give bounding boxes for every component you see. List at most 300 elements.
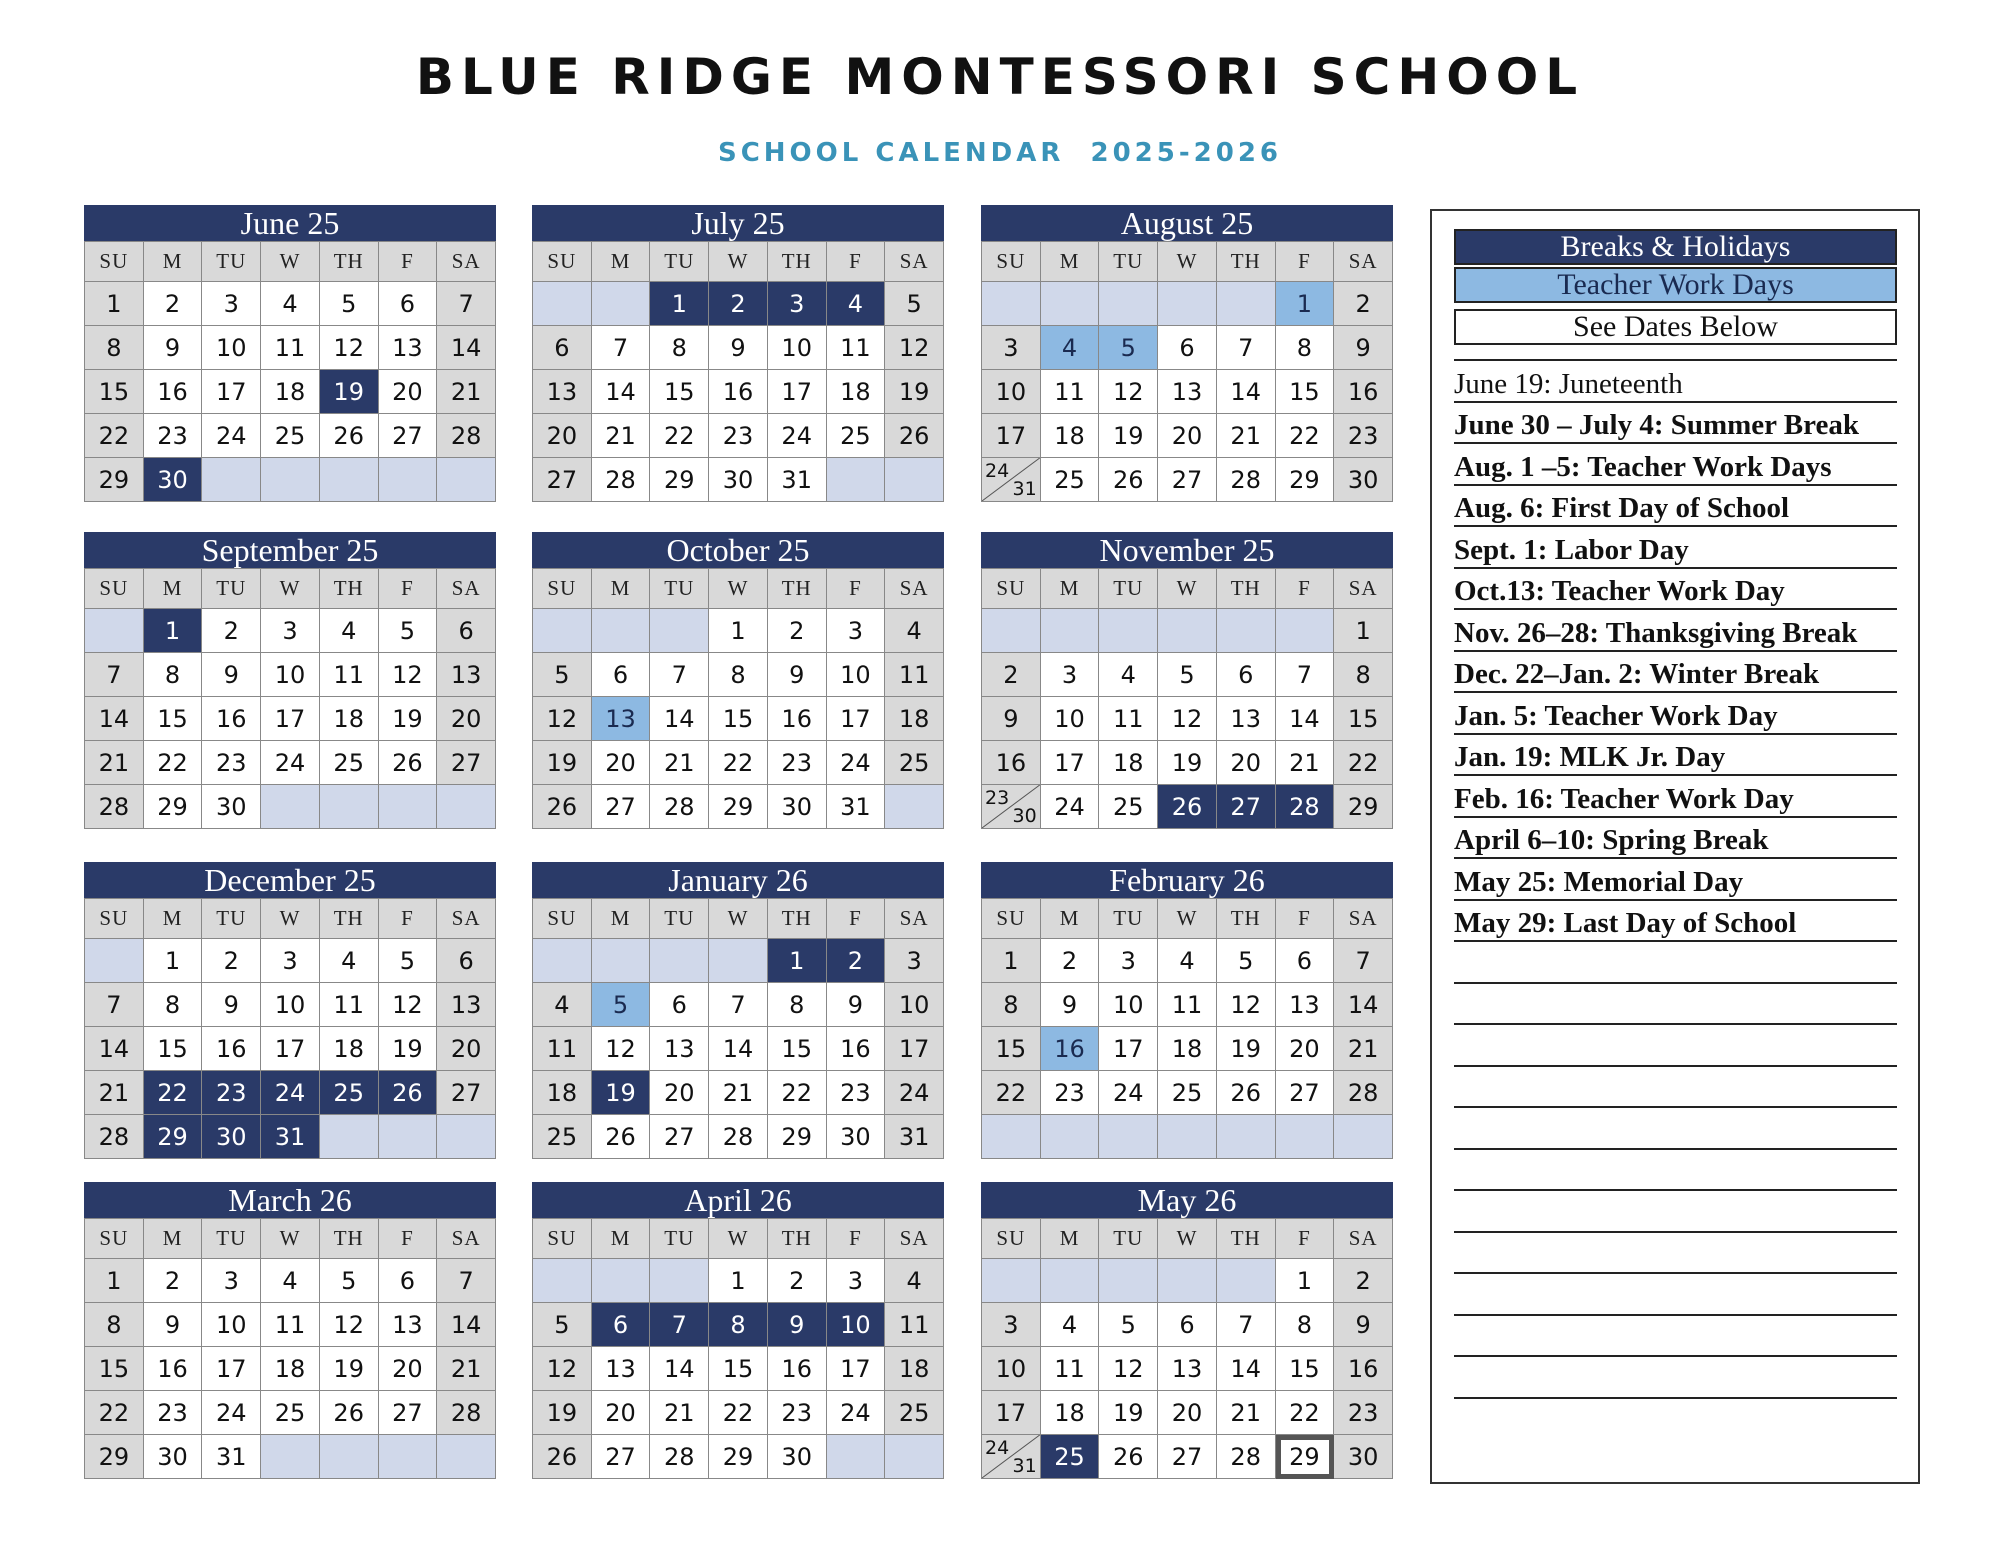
month-day-grid — [532, 241, 944, 502]
day-cell: 11 — [320, 983, 379, 1027]
empty-day-cell — [1158, 1115, 1217, 1159]
legend-blank-line — [1454, 1316, 1897, 1357]
day-cell: 28 — [437, 1391, 496, 1435]
day-cell: 30 — [827, 1115, 886, 1159]
day-cell: 7 — [650, 1303, 709, 1347]
day-cell: 28 — [650, 1435, 709, 1479]
weekday-header: TH — [768, 242, 827, 282]
empty-day-cell — [982, 609, 1041, 653]
day-cell: 17 — [982, 1391, 1041, 1435]
weekday-header: SA — [437, 899, 496, 939]
day-cell: 12 — [320, 326, 379, 370]
day-cell: 20 — [592, 1391, 651, 1435]
day-cell: 19 — [379, 1027, 438, 1071]
day-cell: 12 — [592, 1027, 651, 1071]
weekday-header: W — [709, 569, 768, 609]
day-cell: 3 — [261, 939, 320, 983]
empty-day-cell — [709, 939, 768, 983]
day-cell: 16 — [768, 697, 827, 741]
day-cell: 14 — [650, 697, 709, 741]
day-cell: 27 — [437, 741, 496, 785]
weekday-header: SA — [1334, 242, 1393, 282]
day-cell: 10 — [202, 326, 261, 370]
day-cell: 17 — [1099, 1027, 1158, 1071]
day-cell: 2 — [144, 1259, 203, 1303]
day-cell: 4 — [1041, 1303, 1100, 1347]
day-cell: 10 — [261, 983, 320, 1027]
day-cell: 22 — [144, 1071, 203, 1115]
month-title: April 26 — [532, 1182, 944, 1218]
weekday-header: TU — [1099, 242, 1158, 282]
empty-day-cell — [379, 1435, 438, 1479]
day-cell: 11 — [320, 653, 379, 697]
day-cell: 26 — [533, 785, 592, 829]
weekday-header: F — [379, 1219, 438, 1259]
day-cell: 22 — [709, 1391, 768, 1435]
weekday-header: SU — [533, 569, 592, 609]
day-cell: 23 — [202, 741, 261, 785]
day-cell: 2 — [1334, 1259, 1393, 1303]
empty-day-cell — [202, 458, 261, 502]
weekday-header: SU — [533, 1219, 592, 1259]
empty-day-cell — [982, 282, 1041, 326]
weekday-header: M — [1041, 899, 1100, 939]
day-cell: 25 — [827, 414, 886, 458]
day-cell: 20 — [592, 741, 651, 785]
day-cell: 24 — [261, 1071, 320, 1115]
weekday-header: W — [709, 1219, 768, 1259]
day-cell: 16 — [144, 370, 203, 414]
split-day-first: 24 — [985, 460, 1010, 482]
empty-day-cell — [1276, 1115, 1335, 1159]
month-calendar — [532, 532, 944, 829]
month-title: November 25 — [981, 532, 1393, 568]
day-cell: 18 — [1041, 1391, 1100, 1435]
day-cell: 7 — [1276, 653, 1335, 697]
day-cell: 8 — [982, 983, 1041, 1027]
day-cell: 23 — [709, 414, 768, 458]
empty-day-cell — [1217, 609, 1276, 653]
day-cell: 10 — [982, 370, 1041, 414]
legend-panel — [1430, 209, 1920, 1484]
day-cell: 26 — [1217, 1071, 1276, 1115]
weekday-header: SA — [1334, 899, 1393, 939]
day-cell: 8 — [144, 983, 203, 1027]
day-cell: 24 — [202, 1391, 261, 1435]
day-cell: 2 — [768, 609, 827, 653]
day-cell: 7 — [709, 983, 768, 1027]
weekday-header: M — [144, 569, 203, 609]
day-cell: 2 — [144, 282, 203, 326]
weekday-header: SA — [437, 1219, 496, 1259]
weekday-header: F — [1276, 899, 1335, 939]
day-cell: 12 — [1099, 1347, 1158, 1391]
day-cell: 15 — [709, 697, 768, 741]
empty-day-cell — [261, 1435, 320, 1479]
weekday-header: SU — [982, 569, 1041, 609]
day-cell: 13 — [650, 1027, 709, 1071]
split-day-second: 30 — [1012, 805, 1037, 827]
day-cell: 16 — [202, 697, 261, 741]
day-cell: 27 — [1217, 785, 1276, 829]
legend-event: Sept. 1: Labor Day — [1454, 528, 1897, 569]
day-cell: 21 — [1276, 741, 1335, 785]
day-cell: 5 — [1217, 939, 1276, 983]
day-cell: 4 — [320, 609, 379, 653]
day-cell: 28 — [437, 414, 496, 458]
weekday-header: M — [592, 899, 651, 939]
weekday-header: W — [709, 242, 768, 282]
day-cell: 19 — [320, 1347, 379, 1391]
day-cell: 22 — [768, 1071, 827, 1115]
empty-day-cell — [533, 609, 592, 653]
weekday-header: TH — [320, 569, 379, 609]
day-cell: 14 — [650, 1347, 709, 1391]
day-cell: 14 — [437, 1303, 496, 1347]
day-cell: 27 — [650, 1115, 709, 1159]
day-cell: 1 — [709, 609, 768, 653]
empty-day-cell — [885, 1435, 944, 1479]
month-day-grid — [84, 568, 496, 829]
day-cell: 4 — [885, 609, 944, 653]
weekday-header: SA — [885, 569, 944, 609]
day-cell: 30 — [144, 458, 203, 502]
day-cell: 22 — [650, 414, 709, 458]
day-cell: 1 — [982, 939, 1041, 983]
weekday-header: TH — [1217, 569, 1276, 609]
day-cell: 1 — [85, 1259, 144, 1303]
empty-day-cell — [982, 1115, 1041, 1159]
day-cell: 15 — [650, 370, 709, 414]
weekday-header: TH — [320, 1219, 379, 1259]
weekday-header: F — [1276, 569, 1335, 609]
day-cell: 14 — [709, 1027, 768, 1071]
day-cell: 3 — [1099, 939, 1158, 983]
day-cell: 7 — [592, 326, 651, 370]
weekday-header: W — [261, 569, 320, 609]
day-cell: 31 — [827, 785, 886, 829]
day-cell: 23 — [827, 1071, 886, 1115]
day-cell: 6 — [379, 1259, 438, 1303]
day-cell: 21 — [1217, 1391, 1276, 1435]
day-cell: 5 — [885, 282, 944, 326]
day-cell: 13 — [379, 1303, 438, 1347]
day-cell: 17 — [202, 1347, 261, 1391]
weekday-header: W — [709, 899, 768, 939]
day-cell: 23 — [202, 1071, 261, 1115]
day-cell: 24 — [768, 414, 827, 458]
day-cell: 20 — [437, 1027, 496, 1071]
day-cell: 4 — [320, 939, 379, 983]
day-cell: 21 — [85, 741, 144, 785]
day-cell: 25 — [1099, 785, 1158, 829]
empty-day-cell — [261, 785, 320, 829]
day-cell: 3 — [261, 609, 320, 653]
weekday-header: SA — [1334, 1219, 1393, 1259]
day-cell: 22 — [144, 741, 203, 785]
day-cell: 18 — [827, 370, 886, 414]
split-day-first: 23 — [985, 787, 1010, 809]
empty-day-cell — [650, 609, 709, 653]
day-cell: 11 — [885, 653, 944, 697]
weekday-header: TU — [650, 899, 709, 939]
day-cell: 21 — [650, 1391, 709, 1435]
day-cell: 27 — [437, 1071, 496, 1115]
day-cell: 15 — [709, 1347, 768, 1391]
day-cell: 6 — [650, 983, 709, 1027]
legend-event: April 6–10: Spring Break — [1454, 818, 1897, 859]
empty-day-cell — [1158, 609, 1217, 653]
month-day-grid — [84, 1218, 496, 1479]
day-cell: 4 — [1041, 326, 1100, 370]
legend-blank-line — [1454, 1275, 1897, 1316]
day-cell: 9 — [709, 326, 768, 370]
day-cell: 13 — [1158, 1347, 1217, 1391]
month-calendar — [981, 205, 1393, 502]
empty-day-cell — [592, 282, 651, 326]
weekday-header: M — [144, 1219, 203, 1259]
split-day-cell — [982, 785, 1041, 829]
day-cell: 14 — [1334, 983, 1393, 1027]
empty-day-cell — [650, 939, 709, 983]
day-cell: 31 — [885, 1115, 944, 1159]
weekday-header: TH — [320, 242, 379, 282]
day-cell: 22 — [1276, 414, 1335, 458]
day-cell: 19 — [1099, 1391, 1158, 1435]
empty-day-cell — [592, 939, 651, 983]
day-cell: 5 — [1158, 653, 1217, 697]
empty-day-cell — [1276, 609, 1335, 653]
day-cell: 24 — [885, 1071, 944, 1115]
weekday-header: SU — [982, 242, 1041, 282]
day-cell: 14 — [437, 326, 496, 370]
day-cell: 12 — [533, 1347, 592, 1391]
day-cell: 6 — [533, 326, 592, 370]
weekday-header: TH — [320, 899, 379, 939]
weekday-header: F — [1276, 1219, 1335, 1259]
day-cell: 29 — [85, 458, 144, 502]
day-cell: 15 — [144, 697, 203, 741]
month-calendar — [981, 532, 1393, 829]
day-cell: 18 — [885, 697, 944, 741]
day-cell: 7 — [1217, 326, 1276, 370]
empty-day-cell — [437, 1435, 496, 1479]
day-cell: 12 — [320, 1303, 379, 1347]
day-cell: 5 — [379, 939, 438, 983]
day-cell: 22 — [1276, 1391, 1335, 1435]
day-cell: 6 — [1217, 653, 1276, 697]
day-cell: 21 — [650, 741, 709, 785]
day-cell: 22 — [85, 1391, 144, 1435]
weekday-header: SU — [982, 899, 1041, 939]
day-cell: 13 — [1276, 983, 1335, 1027]
day-cell: 3 — [827, 1259, 886, 1303]
day-cell: 27 — [592, 1435, 651, 1479]
weekday-header: W — [1158, 569, 1217, 609]
day-cell: 26 — [1099, 458, 1158, 502]
day-cell: 26 — [379, 741, 438, 785]
day-cell: 3 — [768, 282, 827, 326]
day-cell: 25 — [533, 1115, 592, 1159]
day-cell: 2 — [827, 939, 886, 983]
day-cell: 9 — [1334, 326, 1393, 370]
day-cell: 9 — [144, 1303, 203, 1347]
day-cell: 17 — [261, 697, 320, 741]
day-cell: 29 — [85, 1435, 144, 1479]
split-day-cell — [982, 1435, 1041, 1479]
day-cell: 13 — [592, 697, 651, 741]
day-cell: 26 — [1099, 1435, 1158, 1479]
day-cell: 13 — [1217, 697, 1276, 741]
empty-day-cell — [1041, 282, 1100, 326]
day-cell: 16 — [1334, 370, 1393, 414]
day-cell: 20 — [379, 370, 438, 414]
weekday-header: F — [379, 899, 438, 939]
empty-day-cell — [650, 1259, 709, 1303]
legend-event: Aug. 6: First Day of School — [1454, 486, 1897, 527]
day-cell: 24 — [1099, 1071, 1158, 1115]
day-cell: 13 — [437, 653, 496, 697]
empty-day-cell — [379, 458, 438, 502]
day-cell: 10 — [885, 983, 944, 1027]
day-cell: 31 — [261, 1115, 320, 1159]
day-cell: 1 — [85, 282, 144, 326]
day-cell: 21 — [437, 1347, 496, 1391]
day-cell: 25 — [261, 414, 320, 458]
month-title: October 25 — [532, 532, 944, 568]
weekday-header: M — [592, 1219, 651, 1259]
day-cell: 11 — [1041, 1347, 1100, 1391]
day-cell: 27 — [533, 458, 592, 502]
day-cell: 9 — [1041, 983, 1100, 1027]
day-cell: 24 — [261, 741, 320, 785]
day-cell: 4 — [1099, 653, 1158, 697]
day-cell: 12 — [533, 697, 592, 741]
weekday-header: TH — [1217, 899, 1276, 939]
day-cell: 18 — [320, 1027, 379, 1071]
day-cell: 19 — [1217, 1027, 1276, 1071]
day-cell: 12 — [1217, 983, 1276, 1027]
day-cell: 25 — [320, 1071, 379, 1115]
day-cell: 16 — [709, 370, 768, 414]
weekday-header: TU — [650, 569, 709, 609]
month-day-grid — [981, 898, 1393, 1159]
day-cell: 7 — [437, 282, 496, 326]
day-cell: 21 — [709, 1071, 768, 1115]
month-day-grid — [532, 898, 944, 1159]
weekday-header: W — [261, 242, 320, 282]
day-cell: 9 — [144, 326, 203, 370]
day-cell: 25 — [885, 741, 944, 785]
day-cell: 31 — [202, 1435, 261, 1479]
day-cell: 11 — [533, 1027, 592, 1071]
day-cell: 30 — [202, 1115, 261, 1159]
day-cell: 4 — [885, 1259, 944, 1303]
legend-blank-line — [1454, 1109, 1897, 1150]
weekday-header: TH — [768, 1219, 827, 1259]
month-title: May 26 — [981, 1182, 1393, 1218]
month-day-grid — [981, 568, 1393, 829]
empty-day-cell — [1041, 609, 1100, 653]
empty-day-cell — [827, 1435, 886, 1479]
empty-day-cell — [85, 939, 144, 983]
month-calendar — [84, 532, 496, 829]
day-cell: 6 — [379, 282, 438, 326]
day-cell: 25 — [320, 741, 379, 785]
day-cell: 29 — [1334, 785, 1393, 829]
day-cell: 19 — [379, 697, 438, 741]
day-cell: 13 — [1158, 370, 1217, 414]
day-cell: 15 — [85, 1347, 144, 1391]
day-cell: 1 — [144, 609, 203, 653]
day-cell: 23 — [1041, 1071, 1100, 1115]
day-cell: 18 — [533, 1071, 592, 1115]
day-cell: 16 — [827, 1027, 886, 1071]
day-cell: 4 — [827, 282, 886, 326]
day-cell: 25 — [261, 1391, 320, 1435]
day-cell: 8 — [1276, 326, 1335, 370]
day-cell: 3 — [982, 326, 1041, 370]
day-cell: 15 — [1334, 697, 1393, 741]
day-cell: 6 — [592, 1303, 651, 1347]
day-cell: 18 — [261, 1347, 320, 1391]
legend-event: Feb. 16: Teacher Work Day — [1454, 777, 1897, 818]
weekday-header: TU — [202, 569, 261, 609]
day-cell: 3 — [1041, 653, 1100, 697]
split-day-second: 31 — [1012, 1455, 1037, 1477]
weekday-header: TU — [202, 1219, 261, 1259]
day-cell: 5 — [592, 983, 651, 1027]
day-cell: 22 — [85, 414, 144, 458]
day-cell: 31 — [768, 458, 827, 502]
day-cell: 7 — [1217, 1303, 1276, 1347]
day-cell: 8 — [85, 326, 144, 370]
month-calendar — [981, 1182, 1393, 1479]
day-cell: 2 — [768, 1259, 827, 1303]
weekday-header: SU — [85, 569, 144, 609]
day-cell: 19 — [885, 370, 944, 414]
day-cell: 20 — [1217, 741, 1276, 785]
day-cell: 12 — [379, 983, 438, 1027]
day-cell: 20 — [1158, 414, 1217, 458]
day-cell: 9 — [768, 653, 827, 697]
page-title: BLUE RIDGE MONTESSORI SCHOOL — [415, 48, 1585, 106]
day-cell: 30 — [709, 458, 768, 502]
weekday-header: TU — [1099, 1219, 1158, 1259]
empty-day-cell — [1334, 1115, 1393, 1159]
day-cell: 19 — [533, 741, 592, 785]
day-cell: 26 — [320, 414, 379, 458]
legend-blank-line — [1454, 320, 1897, 361]
day-cell: 19 — [1099, 414, 1158, 458]
weekday-header: SA — [885, 1219, 944, 1259]
day-cell: 3 — [202, 1259, 261, 1303]
day-cell: 16 — [768, 1347, 827, 1391]
empty-day-cell — [827, 458, 886, 502]
day-cell: 23 — [1334, 1391, 1393, 1435]
weekday-header: TU — [650, 1219, 709, 1259]
day-cell: 13 — [437, 983, 496, 1027]
day-cell: 10 — [768, 326, 827, 370]
month-day-grid — [84, 898, 496, 1159]
legend-event: Nov. 26–28: Thanksgiving Break — [1454, 611, 1897, 652]
day-cell: 20 — [437, 697, 496, 741]
day-cell: 19 — [592, 1071, 651, 1115]
day-cell: 2 — [709, 282, 768, 326]
day-cell: 1 — [1334, 609, 1393, 653]
month-title: August 25 — [981, 205, 1393, 241]
day-cell: 15 — [768, 1027, 827, 1071]
